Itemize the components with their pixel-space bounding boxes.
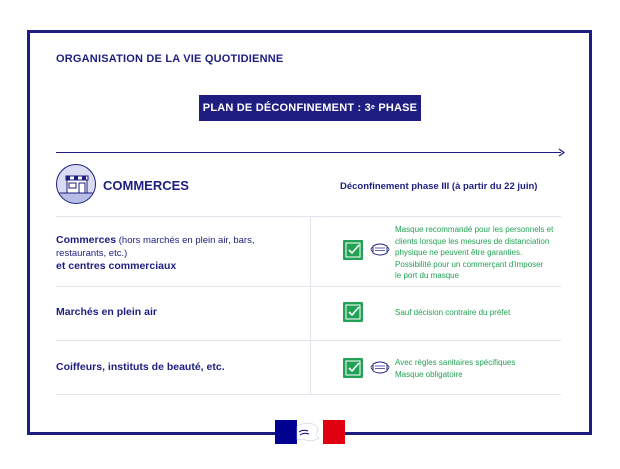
note-line: physique ne peuvent être garanties.: [395, 248, 523, 257]
check-icon: [343, 358, 363, 378]
row-divider: [56, 340, 561, 341]
column-header: Déconfinement phase III (à partir du 22 juin): [340, 181, 538, 192]
divider-arrow-line: [56, 152, 561, 153]
row-label-bold: et centres commerciaux: [56, 260, 177, 272]
row-label-commerces: [56, 234, 296, 273]
note-line: le port du masque: [395, 271, 460, 280]
row-label-marches: Marchés en plein air: [56, 306, 157, 318]
note-line: Possibilité pour un commerçant d'imposer: [395, 259, 544, 269]
note-line: Masque obligatoire: [395, 369, 463, 379]
column-divider: [310, 217, 311, 395]
phase-banner: PLAN DE DÉCONFINEMENT : 3 e PHASE: [199, 95, 421, 121]
storefront-icon: [56, 164, 96, 204]
row-divider: [56, 286, 561, 287]
row-divider: [56, 394, 561, 395]
check-icon: [343, 240, 363, 260]
organisation-title: ORGANISATION DE LA VIE QUOTIDIENNE: [56, 53, 284, 65]
check-icon: [343, 302, 363, 322]
row-label-bold: Commerces: [56, 234, 117, 246]
row-divider: [56, 216, 561, 217]
row-note-coiffeurs: [395, 357, 565, 380]
row-note-commerces: [395, 224, 565, 282]
row-label-detail: (hors marchés en plein air, bars, restaurants, etc.): [56, 235, 255, 259]
mask-icon: [369, 241, 391, 259]
note-line: Sauf décision contraire du préfet: [395, 308, 511, 317]
note-line: clients lorsque les mesures de distanciation: [395, 236, 550, 246]
note-line: Masque recommandé pour les personnels et: [395, 225, 554, 234]
note-line: Avec règles sanitaires spécifiques: [395, 358, 516, 367]
mask-icon: [369, 359, 391, 377]
arrow-right-icon: [557, 148, 566, 157]
section-title: COMMERCES: [103, 178, 189, 193]
row-label-coiffeurs: Coiffeurs, instituts de beauté, etc.: [56, 361, 225, 373]
phase-prefix: PLAN DE DÉCONFINEMENT : 3: [202, 102, 371, 114]
phase-suffix: PHASE: [375, 102, 418, 114]
marianne-flag-logo: [275, 420, 345, 444]
row-note-marches: [395, 307, 565, 319]
